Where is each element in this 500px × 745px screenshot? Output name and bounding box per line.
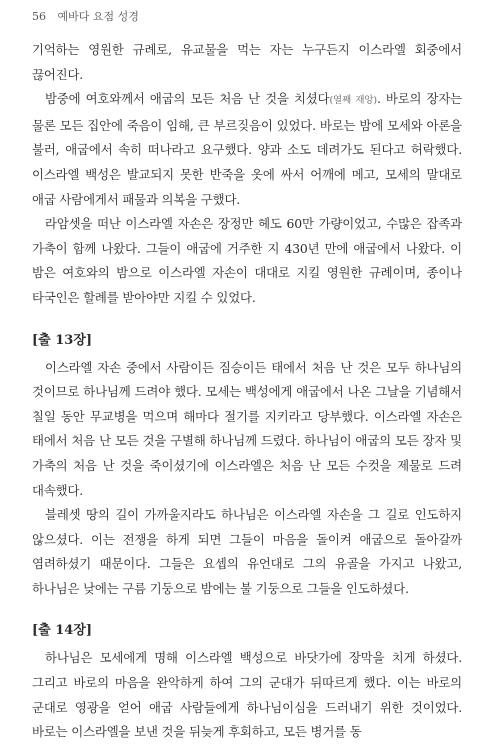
running-header bbox=[32, 6, 462, 28]
paragraph-pillar: 블레셋 땅의 길이 가까울지라도 하나님은 이스라엘 자손을 그 길로 인도하지 않으셨다. 이는 전쟁을 하게 되면 그들이 마음을 돌이켜 애굽으로 돌아갈까 염려하셨기 때문이다. 그들은 요셉의 유언대로 그의 유골을 가지고 나왔고, 하나님은 낮에는 구름 기둥으로 밤에는 불 기둥으로 그들을 인도하셨다. bbox=[32, 507, 462, 596]
paragraph-continuation: 기억하는 영원한 규례로, 유교물을 먹는 자는 누구든지 이스라엘 회중에서 끊어진다. bbox=[32, 42, 462, 82]
inline-note: (열째 재앙) bbox=[329, 95, 377, 107]
chapter-heading-13: [출 13장] bbox=[32, 332, 93, 348]
page-number: 56 bbox=[32, 10, 46, 23]
chapter-heading-14: [출 14장] bbox=[32, 623, 93, 639]
book-title: 예바다 요점 성경 bbox=[57, 10, 139, 23]
paragraph-red-sea: 하나님은 모세에게 명해 이스라엘 백성으로 바닷가에 장막을 치게 하셨다. 그리고 바로의 마음을 완악하게 하여 그의 군대가 뒤따르게 했다. 이는 바로의 군대로 영광을 얻어 애굽 사람들에게 하나님이심을 드러내기 위한 것이었다. 바로는 이스라엘을 보낸 것을 뒤늦게 후회하고, 모든 병거를 동 bbox=[32, 650, 462, 740]
body-text bbox=[32, 38, 462, 745]
paragraph-plague: 밤중에 여호와께서 애굽의 모든 처음 난 것을 치셨다(열째 재앙). 바로의 장자는 물론 모든 집안에 죽음이 임해, 큰 부르짖음이 있었다. 바로는 밤에 모세와 아론을 불러, 애굽에서 속히 떠나라고 요구했다. 양과 소도 데려가도 된다고 허락했다. 이스라엘 백성은 발교되지 못한 반죽을 옷에 싸서 어깨에 메고, 모세의 말대로 애굽 사람에게서 패물과 의복을 구했다. bbox=[32, 91, 462, 207]
paragraph-firstborn: 이스라엘 자손 중에서 사람이든 짐승이든 태에서 처음 난 것은 모두 하나님의 것이므로 하나님께 드려야 했다. 모세는 백성에게 애굽에서 나온 그날을 기념해서 칠일 동안 무교병을 먹으며 해마다 절기를 지키라고 당부했다. 이스라엘 자손은 태에서 처음 난 모든 것을 구별해 하나님께 드렸다. 하나님이 애굽의 모든 장자 및 가축의 처음 난 것을 죽이셨기에 이스라엘은 처음 난 모든 수컷을 제물로 드려 대속했다. bbox=[32, 359, 462, 498]
paragraph-exodus: 라암셋을 떠난 이스라엘 자손은 장정만 헤도 60만 가량이었고, 수많은 잡족과 가축이 함께 나왔다. 그들이 애굽에 거주한 지 430년 만에 애굽에서 나왔다. 이 밤은 여호와의 밤으로 이스라엘 자손이 대대로 지킬 영원한 규례이며, 종이나 타국인은 할례를 받아야만 지킬 수 있었다. bbox=[32, 216, 462, 305]
